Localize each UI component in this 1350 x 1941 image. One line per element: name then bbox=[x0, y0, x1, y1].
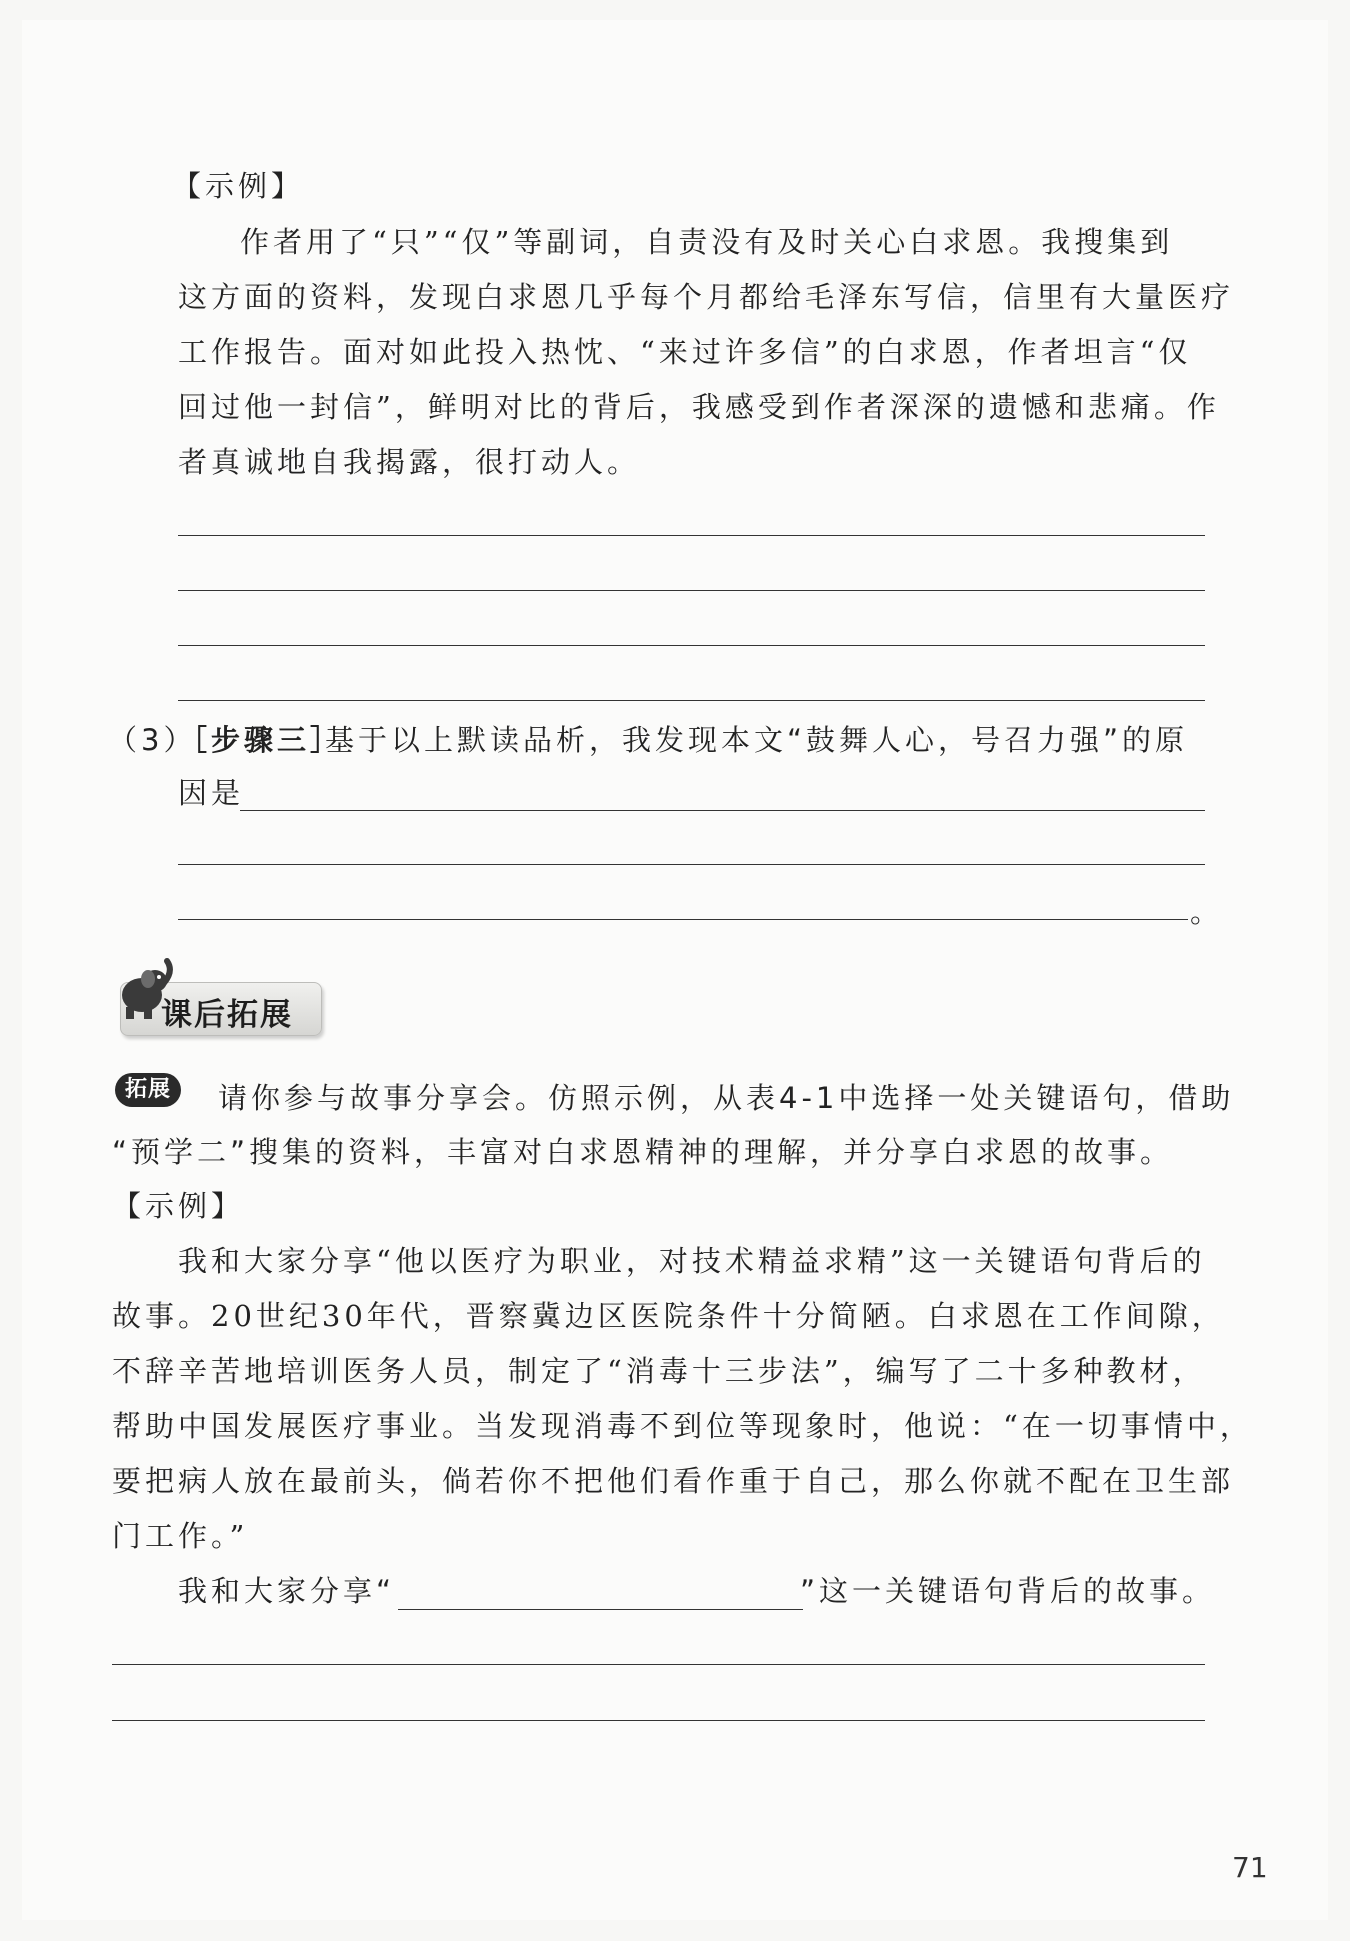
question-text-cont: 因是 bbox=[178, 776, 245, 810]
example-line: 门工作。” bbox=[112, 1519, 249, 1553]
example-label: 【示例】 bbox=[112, 1189, 245, 1223]
example-line: 不辞辛苦地培训医务人员，制定了“消毒十三步法”，编写了二十多种教材， bbox=[112, 1354, 1206, 1388]
page-number: 71 bbox=[1232, 1851, 1268, 1884]
example-label: 【示例】 bbox=[172, 169, 305, 203]
example-line: 回过他一封信”，鲜明对比的背后，我感受到作者深深的遗憾和悲痛。作 bbox=[178, 390, 1220, 424]
example-line: 故事。20世纪30年代，晋察冀边区医院条件十分简陋。白求恩在工作间隙， bbox=[112, 1299, 1225, 1333]
answer-line[interactable] bbox=[112, 1664, 1205, 1665]
example-line: 者真诚地自我揭露，很打动人。 bbox=[178, 445, 641, 479]
example-line: 要把病人放在最前头，倘若你不把他们看作重于自己，那么你就不配在卫生部 bbox=[112, 1464, 1235, 1498]
answer-line[interactable] bbox=[112, 1720, 1205, 1721]
example-line: 帮助中国发展医疗事业。当发现消毒不到位等现象时，他说：“在一切事情中， bbox=[112, 1409, 1253, 1443]
answer-line[interactable] bbox=[178, 645, 1205, 646]
fill-suffix: ”这一关键语句背后的故事。 bbox=[800, 1574, 1216, 1608]
example-line: 工作报告。面对如此投入热忱、“来过许多信”的白求恩，作者坦言“仅 bbox=[178, 335, 1192, 369]
answer-line[interactable] bbox=[240, 810, 1205, 811]
example-line: 作者用了“只”“仅”等副词，自责没有及时关心白求恩。我搜集到 bbox=[240, 225, 1174, 259]
extension-prompt: “预学二”搜集的资料，丰富对白求恩精神的理解，并分享白求恩的故事。 bbox=[112, 1135, 1174, 1169]
answer-line[interactable] bbox=[178, 590, 1205, 591]
answer-line[interactable] bbox=[178, 535, 1205, 536]
example-line: 这方面的资料，发现白求恩几乎每个月都给毛泽东写信，信里有大量医疗 bbox=[178, 280, 1235, 314]
example-line: 我和大家分享“他以医疗为职业，对技术精益求精”这一关键语句背后的 bbox=[178, 1244, 1206, 1278]
fill-prefix: 我和大家分享“ bbox=[178, 1574, 396, 1608]
elephant-mascot-icon bbox=[112, 955, 174, 1025]
key-sentence-blank[interactable] bbox=[398, 1609, 803, 1610]
extension-prompt: 请你参与故事分享会。仿照示例，从表4-1中选择一处关键语句，借助 bbox=[218, 1081, 1235, 1115]
end-period: 。 bbox=[1190, 895, 1224, 929]
answer-line[interactable] bbox=[178, 864, 1205, 865]
extension-badge: 拓展 bbox=[115, 1073, 181, 1107]
step-label: ［步骤三］ bbox=[178, 723, 344, 757]
question-text: 基于以上默读品析，我发现本文“鼓舞人心，号召力强”的原 bbox=[325, 723, 1189, 757]
answer-line[interactable] bbox=[178, 919, 1188, 920]
question-number: （3） bbox=[108, 723, 197, 757]
section-title: 课后拓展 bbox=[161, 997, 293, 1033]
answer-line[interactable] bbox=[178, 700, 1205, 701]
